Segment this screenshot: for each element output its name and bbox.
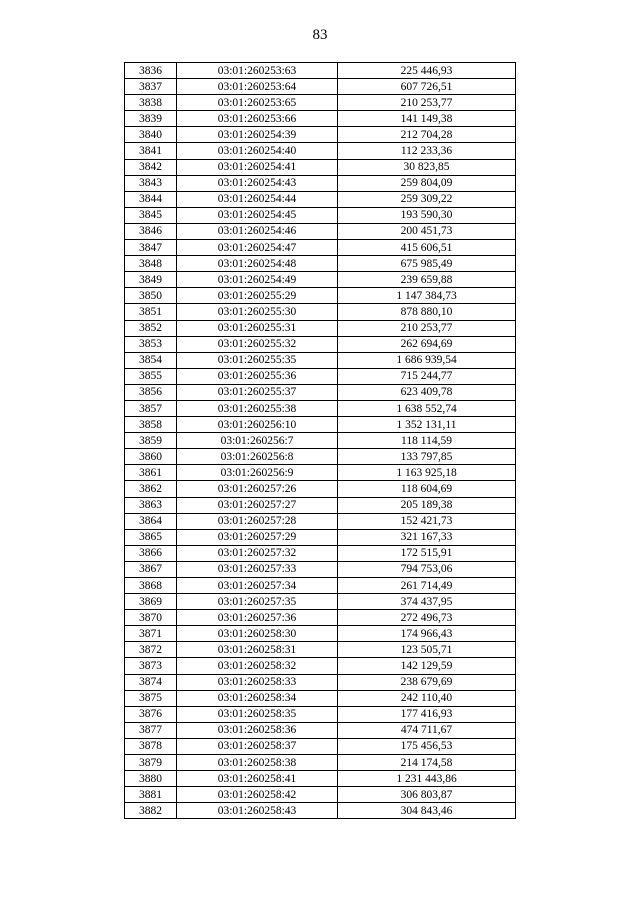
cadastral-value-cell: 205 189,38 — [338, 497, 516, 513]
table-row — [125, 610, 516, 626]
cadastral-number-cell: 03:01:260257:29 — [177, 529, 338, 545]
table-row — [125, 465, 516, 481]
row-number-cell: 3843 — [125, 175, 177, 191]
cadastral-number-cell: 03:01:260255:29 — [177, 288, 338, 304]
row-number-cell: 3849 — [125, 272, 177, 288]
table-row — [125, 159, 516, 175]
row-number-cell: 3869 — [125, 594, 177, 610]
page-number: 83 — [312, 27, 328, 43]
cadastral-value-cell: 1 352 131,11 — [338, 417, 516, 433]
row-number-cell: 3877 — [125, 722, 177, 738]
row-number-cell: 3848 — [125, 256, 177, 272]
cadastral-number-cell: 03:01:260257:26 — [177, 481, 338, 497]
table-row — [125, 513, 516, 529]
cadastral-value-cell: 123 505,71 — [338, 642, 516, 658]
row-number-cell: 3856 — [125, 384, 177, 400]
table-row — [125, 529, 516, 545]
cadastral-number-cell: 03:01:260255:35 — [177, 352, 338, 368]
row-number-cell: 3862 — [125, 481, 177, 497]
table-body — [125, 63, 516, 819]
row-number-cell: 3861 — [125, 465, 177, 481]
table-row — [125, 545, 516, 561]
cadastral-number-cell: 03:01:260257:28 — [177, 513, 338, 529]
cadastral-number-cell: 03:01:260257:32 — [177, 545, 338, 561]
table-row — [125, 803, 516, 819]
cadastral-value-cell: 30 823,85 — [338, 159, 516, 175]
cadastral-number-cell: 03:01:260258:38 — [177, 755, 338, 771]
cadastral-value-cell: 118 114,59 — [338, 433, 516, 449]
row-number-cell: 3850 — [125, 288, 177, 304]
row-number-cell: 3879 — [125, 755, 177, 771]
cadastral-number-cell: 03:01:260257:34 — [177, 578, 338, 594]
cadastral-value-cell: 415 606,51 — [338, 240, 516, 256]
row-number-cell: 3847 — [125, 240, 177, 256]
cadastral-number-cell: 03:01:260254:46 — [177, 223, 338, 239]
table-row — [125, 658, 516, 674]
row-number-cell: 3881 — [125, 787, 177, 803]
row-number-cell: 3878 — [125, 738, 177, 754]
row-number-cell: 3880 — [125, 771, 177, 787]
cadastral-value-cell: 212 704,28 — [338, 127, 516, 143]
cadastral-value-cell: 174 966,43 — [338, 626, 516, 642]
cadastral-value-cell: 242 110,40 — [338, 690, 516, 706]
table-row — [125, 191, 516, 207]
row-number-cell: 3842 — [125, 159, 177, 175]
table-row — [125, 240, 516, 256]
cadastral-value-cell: 474 711,67 — [338, 722, 516, 738]
row-number-cell: 3836 — [125, 63, 177, 79]
cadastral-number-cell: 03:01:260258:30 — [177, 626, 338, 642]
cadastral-number-cell: 03:01:260258:32 — [177, 658, 338, 674]
cadastral-value-cell: 878 880,10 — [338, 304, 516, 320]
cadastral-number-cell: 03:01:260255:32 — [177, 336, 338, 352]
cadastral-number-cell: 03:01:260257:35 — [177, 594, 338, 610]
row-number-cell: 3853 — [125, 336, 177, 352]
cadastral-value-cell: 304 843,46 — [338, 803, 516, 819]
row-number-cell: 3876 — [125, 706, 177, 722]
row-number-cell: 3882 — [125, 803, 177, 819]
cadastral-value-cell: 152 421,73 — [338, 513, 516, 529]
row-number-cell: 3845 — [125, 207, 177, 223]
table-row — [125, 223, 516, 239]
table-row — [125, 384, 516, 400]
table-row — [125, 626, 516, 642]
cadastral-value-table — [124, 62, 516, 819]
row-number-cell: 3868 — [125, 578, 177, 594]
cadastral-value-cell: 1 147 384,73 — [338, 288, 516, 304]
row-number-cell: 3855 — [125, 368, 177, 384]
cadastral-value-cell: 272 496,73 — [338, 610, 516, 626]
cadastral-number-cell: 03:01:260258:42 — [177, 787, 338, 803]
cadastral-value-cell: 259 309,22 — [338, 191, 516, 207]
cadastral-number-cell: 03:01:260254:39 — [177, 127, 338, 143]
cadastral-value-cell: 112 233,36 — [338, 143, 516, 159]
row-number-cell: 3858 — [125, 417, 177, 433]
cadastral-number-cell: 03:01:260254:43 — [177, 175, 338, 191]
cadastral-number-cell: 03:01:260256:8 — [177, 449, 338, 465]
cadastral-number-cell: 03:01:260255:30 — [177, 304, 338, 320]
table-row — [125, 368, 516, 384]
cadastral-value-cell: 239 659,88 — [338, 272, 516, 288]
row-number-cell: 3837 — [125, 79, 177, 95]
cadastral-number-cell: 03:01:260256:7 — [177, 433, 338, 449]
cadastral-number-cell: 03:01:260254:48 — [177, 256, 338, 272]
table-row — [125, 481, 516, 497]
table-row — [125, 497, 516, 513]
row-number-cell: 3864 — [125, 513, 177, 529]
cadastral-number-cell: 03:01:260254:45 — [177, 207, 338, 223]
cadastral-number-cell: 03:01:260258:41 — [177, 771, 338, 787]
table-row — [125, 433, 516, 449]
cadastral-number-cell: 03:01:260255:31 — [177, 320, 338, 336]
cadastral-value-cell: 1 231 443,86 — [338, 771, 516, 787]
cadastral-number-cell: 03:01:260258:37 — [177, 738, 338, 754]
row-number-cell: 3857 — [125, 400, 177, 416]
cadastral-value-cell: 306 803,87 — [338, 787, 516, 803]
cadastral-number-cell: 03:01:260258:33 — [177, 674, 338, 690]
row-number-cell: 3854 — [125, 352, 177, 368]
cadastral-value-cell: 321 167,33 — [338, 529, 516, 545]
cadastral-number-cell: 03:01:260258:36 — [177, 722, 338, 738]
cadastral-value-cell: 175 456,53 — [338, 738, 516, 754]
table-row — [125, 304, 516, 320]
cadastral-value-cell: 210 253,77 — [338, 95, 516, 111]
cadastral-number-cell: 03:01:260254:49 — [177, 272, 338, 288]
cadastral-value-cell: 172 515,91 — [338, 545, 516, 561]
cadastral-number-cell: 03:01:260254:47 — [177, 240, 338, 256]
table-row — [125, 95, 516, 111]
table-row — [125, 642, 516, 658]
cadastral-number-cell: 03:01:260255:37 — [177, 384, 338, 400]
cadastral-number-cell: 03:01:260258:43 — [177, 803, 338, 819]
table-row — [125, 417, 516, 433]
table-row — [125, 127, 516, 143]
cadastral-value-cell: 607 726,51 — [338, 79, 516, 95]
cadastral-number-cell: 03:01:260254:41 — [177, 159, 338, 175]
row-number-cell: 3852 — [125, 320, 177, 336]
table-row — [125, 207, 516, 223]
table-row — [125, 690, 516, 706]
table-row — [125, 755, 516, 771]
row-number-cell: 3851 — [125, 304, 177, 320]
cadastral-number-cell: 03:01:260253:65 — [177, 95, 338, 111]
table-row — [125, 561, 516, 577]
cadastral-value-cell: 623 409,78 — [338, 384, 516, 400]
cadastral-number-cell: 03:01:260256:10 — [177, 417, 338, 433]
cadastral-value-cell: 374 437,95 — [338, 594, 516, 610]
table-row — [125, 674, 516, 690]
table-row — [125, 400, 516, 416]
table-row — [125, 594, 516, 610]
cadastral-value-cell: 794 753,06 — [338, 561, 516, 577]
row-number-cell: 3870 — [125, 610, 177, 626]
table-row — [125, 79, 516, 95]
cadastral-value-cell: 259 804,09 — [338, 175, 516, 191]
table-row — [125, 143, 516, 159]
row-number-cell: 3844 — [125, 191, 177, 207]
table-row — [125, 256, 516, 272]
cadastral-number-cell: 03:01:260257:33 — [177, 561, 338, 577]
cadastral-value-cell: 210 253,77 — [338, 320, 516, 336]
row-number-cell: 3871 — [125, 626, 177, 642]
row-number-cell: 3860 — [125, 449, 177, 465]
row-number-cell: 3863 — [125, 497, 177, 513]
cadastral-value-cell: 177 416,93 — [338, 706, 516, 722]
row-number-cell: 3867 — [125, 561, 177, 577]
table-row — [125, 706, 516, 722]
cadastral-value-cell: 200 451,73 — [338, 223, 516, 239]
table-row — [125, 336, 516, 352]
cadastral-value-cell: 1 163 925,18 — [338, 465, 516, 481]
cadastral-number-cell: 03:01:260253:64 — [177, 79, 338, 95]
row-number-cell: 3859 — [125, 433, 177, 449]
row-number-cell: 3873 — [125, 658, 177, 674]
table-row — [125, 449, 516, 465]
row-number-cell: 3839 — [125, 111, 177, 127]
cadastral-number-cell: 03:01:260256:9 — [177, 465, 338, 481]
cadastral-value-cell: 142 129,59 — [338, 658, 516, 674]
table-row — [125, 787, 516, 803]
row-number-cell: 3874 — [125, 674, 177, 690]
table-row — [125, 272, 516, 288]
cadastral-number-cell: 03:01:260254:40 — [177, 143, 338, 159]
cadastral-value-cell: 141 149,38 — [338, 111, 516, 127]
cadastral-number-cell: 03:01:260254:44 — [177, 191, 338, 207]
cadastral-value-cell: 1 638 552,74 — [338, 400, 516, 416]
cadastral-number-cell: 03:01:260257:36 — [177, 610, 338, 626]
cadastral-number-cell: 03:01:260253:63 — [177, 63, 338, 79]
row-number-cell: 3846 — [125, 223, 177, 239]
row-number-cell: 3875 — [125, 690, 177, 706]
cadastral-number-cell: 03:01:260253:66 — [177, 111, 338, 127]
cadastral-number-cell: 03:01:260258:31 — [177, 642, 338, 658]
cadastral-number-cell: 03:01:260255:36 — [177, 368, 338, 384]
table-row — [125, 288, 516, 304]
table-row — [125, 738, 516, 754]
cadastral-number-cell: 03:01:260258:35 — [177, 706, 338, 722]
table-row — [125, 320, 516, 336]
cadastral-value-cell: 225 446,93 — [338, 63, 516, 79]
table-row — [125, 771, 516, 787]
cadastral-number-cell: 03:01:260255:38 — [177, 400, 338, 416]
cadastral-value-cell: 262 694,69 — [338, 336, 516, 352]
cadastral-value-cell: 214 174,58 — [338, 755, 516, 771]
table-row — [125, 111, 516, 127]
row-number-cell: 3841 — [125, 143, 177, 159]
table-row — [125, 175, 516, 191]
table-row — [125, 352, 516, 368]
cadastral-number-cell: 03:01:260257:27 — [177, 497, 338, 513]
cadastral-value-cell: 261 714,49 — [338, 578, 516, 594]
row-number-cell: 3838 — [125, 95, 177, 111]
table-row — [125, 722, 516, 738]
cadastral-value-cell: 133 797,85 — [338, 449, 516, 465]
table-row — [125, 63, 516, 79]
cadastral-value-cell: 675 985,49 — [338, 256, 516, 272]
cadastral-number-cell: 03:01:260258:34 — [177, 690, 338, 706]
row-number-cell: 3840 — [125, 127, 177, 143]
row-number-cell: 3866 — [125, 545, 177, 561]
table-row — [125, 578, 516, 594]
cadastral-value-cell: 118 604,69 — [338, 481, 516, 497]
cadastral-value-cell: 715 244,77 — [338, 368, 516, 384]
row-number-cell: 3865 — [125, 529, 177, 545]
cadastral-value-cell: 238 679,69 — [338, 674, 516, 690]
cadastral-value-cell: 1 686 939,54 — [338, 352, 516, 368]
cadastral-value-cell: 193 590,30 — [338, 207, 516, 223]
row-number-cell: 3872 — [125, 642, 177, 658]
